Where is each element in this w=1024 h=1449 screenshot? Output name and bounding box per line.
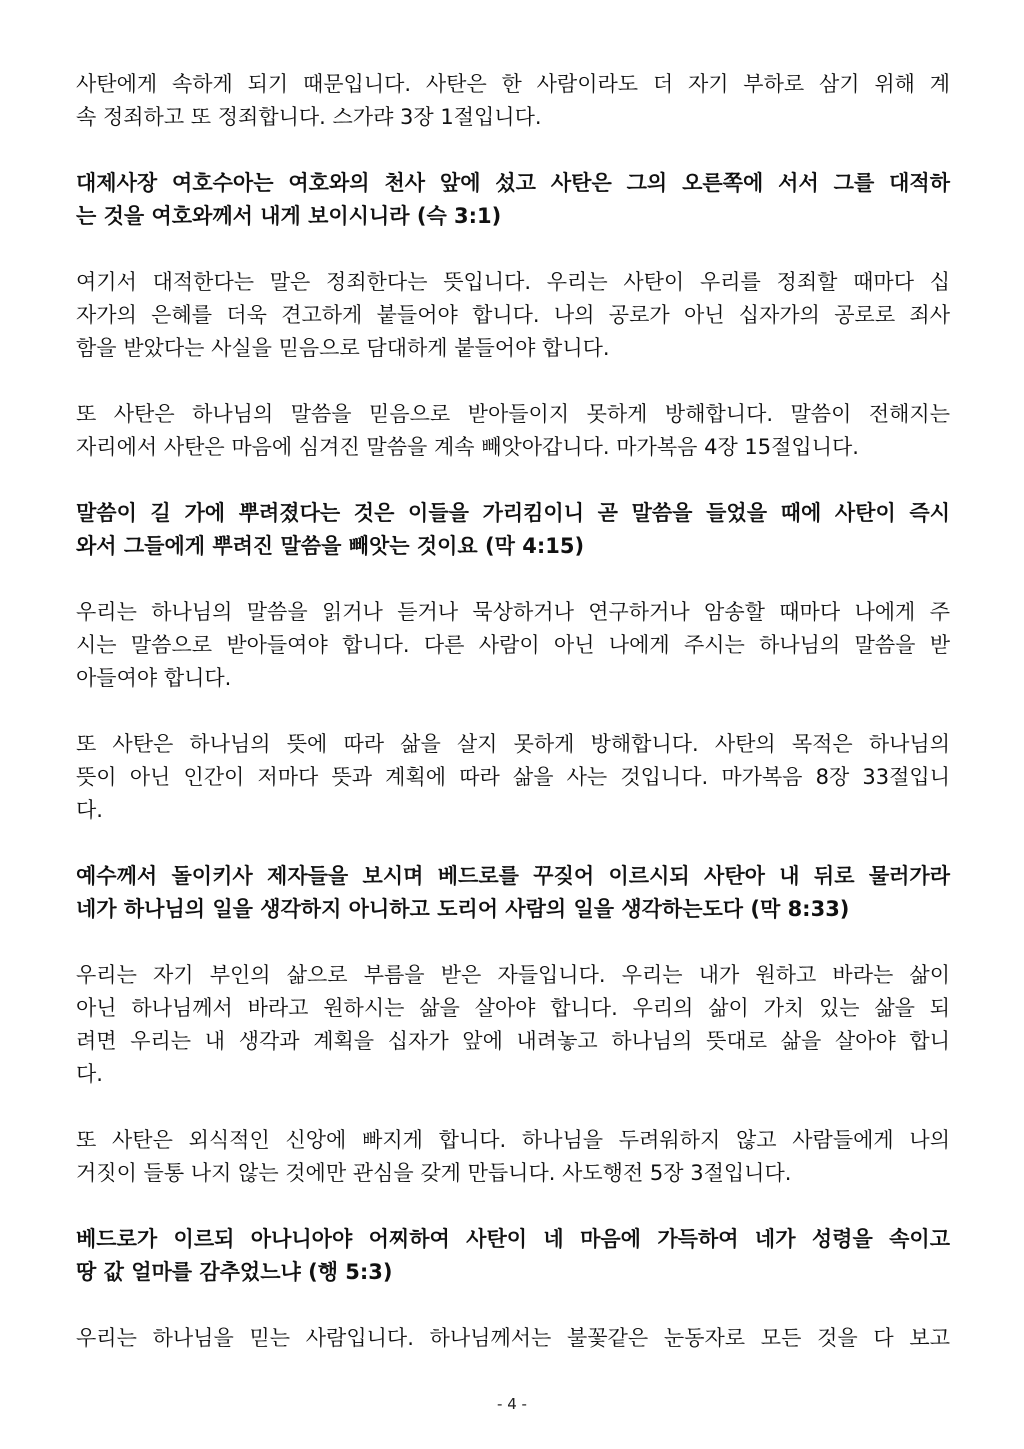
text-line: 또 사탄은 하나님의 말씀을 믿음으로 받아들이지 못하게 방해합니다. 말씀이 전해지는 [76, 402, 950, 426]
text-line: 땅 값 얼마를 감추었느냐 (행 5:3) [76, 1260, 393, 1284]
text-line: 예수께서 돌이키사 제자들을 보시며 베드로를 꾸짖어 이르시되 사탄아 내 뒤로 물러가라 [76, 864, 950, 888]
scripture-quote [76, 860, 950, 926]
text-line: 여기서 대적한다는 말은 정죄한다는 뜻입니다. 우리는 사탄이 우리를 정죄할 때마다 십 [76, 270, 950, 294]
text-line: 우리는 하나님의 말씀을 읽거나 듣거나 묵상하거나 연구하거나 암송할 때마다 나에게 주 [76, 600, 950, 624]
scripture-quote [76, 497, 950, 563]
body-paragraph [76, 266, 950, 365]
text-line: 시는 말씀으로 받아들여야 합니다. 다른 사람이 아닌 나에게 주시는 하나님의 말씀을 받 [76, 633, 950, 657]
text-line: 다. [76, 1062, 103, 1086]
text-line: 말씀이 길 가에 뿌려졌다는 것은 이들을 가리킴이니 곧 말씀을 들었을 때에 사탄이 즉시 [76, 501, 950, 525]
body-paragraph [76, 596, 950, 695]
text-line: 뜻이 아닌 인간이 저마다 뜻과 계획에 따라 삶을 사는 것입니다. 마가복음 8장 33절입니 [76, 765, 950, 789]
text-line: 는 것을 여호와께서 내게 보이시니라 (슥 3:1) [76, 204, 502, 228]
scripture-quote [76, 1223, 950, 1289]
page-body [76, 68, 950, 1388]
text-line: 또 사탄은 하나님의 뜻에 따라 삶을 살지 못하게 방해합니다. 사탄의 목적은 하나님의 [76, 732, 950, 756]
text-line: 베드로가 이르되 아나니아야 어찌하여 사탄이 네 마음에 가득하여 네가 성령을 속이고 [76, 1227, 950, 1251]
body-paragraph [76, 728, 950, 827]
text-line: 려면 우리는 내 생각과 계획을 십자가 앞에 내려놓고 하나님의 뜻대로 삶을 살아야 합니 [76, 1029, 950, 1053]
text-line: 우리는 자기 부인의 삶으로 부름을 받은 자들입니다. 우리는 내가 원하고 바라는 삶이 [76, 963, 950, 987]
text-line: 아들여야 합니다. [76, 666, 232, 690]
body-paragraph [76, 1322, 950, 1355]
text-line: 사탄에게 속하게 되기 때문입니다. 사탄은 한 사람이라도 더 자기 부하로 삼기 위해 계 [76, 72, 950, 96]
text-line: 자가의 은혜를 더욱 견고하게 붙들어야 합니다. 나의 공로가 아닌 십자가의 공로로 죄사 [76, 303, 950, 327]
text-line: 거짓이 들통 나지 않는 것에만 관심을 갖게 만듭니다. 사도행전 5장 3절입니다. [76, 1161, 792, 1185]
body-paragraph [76, 398, 950, 464]
body-paragraph [76, 1124, 950, 1190]
body-paragraph [76, 959, 950, 1091]
text-line: 속 정죄하고 또 정죄합니다. 스가랴 3장 1절입니다. [76, 105, 542, 129]
text-line: 함을 받았다는 사실을 믿음으로 담대하게 붙들어야 합니다. [76, 336, 610, 360]
text-line: 또 사탄은 외식적인 신앙에 빠지게 합니다. 하나님을 두려워하지 않고 사람들에게 나의 [76, 1128, 950, 1152]
text-line: 자리에서 사탄은 마음에 심겨진 말씀을 계속 빼앗아갑니다. 마가복음 4장 15절입니다. [76, 435, 859, 459]
text-line: 네가 하나님의 일을 생각하지 아니하고 도리어 사람의 일을 생각하는도다 (막 8:33) [76, 897, 850, 921]
text-line: 다. [76, 798, 103, 822]
text-line: 와서 그들에게 뿌려진 말씀을 빼앗는 것이요 (막 4:15) [76, 534, 585, 558]
scripture-quote [76, 167, 950, 233]
body-paragraph [76, 68, 950, 134]
text-line: 대제사장 여호수아는 여호와의 천사 앞에 섰고 사탄은 그의 오른쪽에 서서 그를 대적하 [76, 171, 950, 195]
text-line: 아닌 하나님께서 바라고 원하시는 삶을 살아야 합니다. 우리의 삶이 가치 있는 삶을 되 [76, 996, 950, 1020]
page-number: - 4 - [497, 1395, 527, 1413]
text-line: 우리는 하나님을 믿는 사람입니다. 하나님께서는 불꽃같은 눈동자로 모든 것을 다 보고 [76, 1326, 950, 1350]
